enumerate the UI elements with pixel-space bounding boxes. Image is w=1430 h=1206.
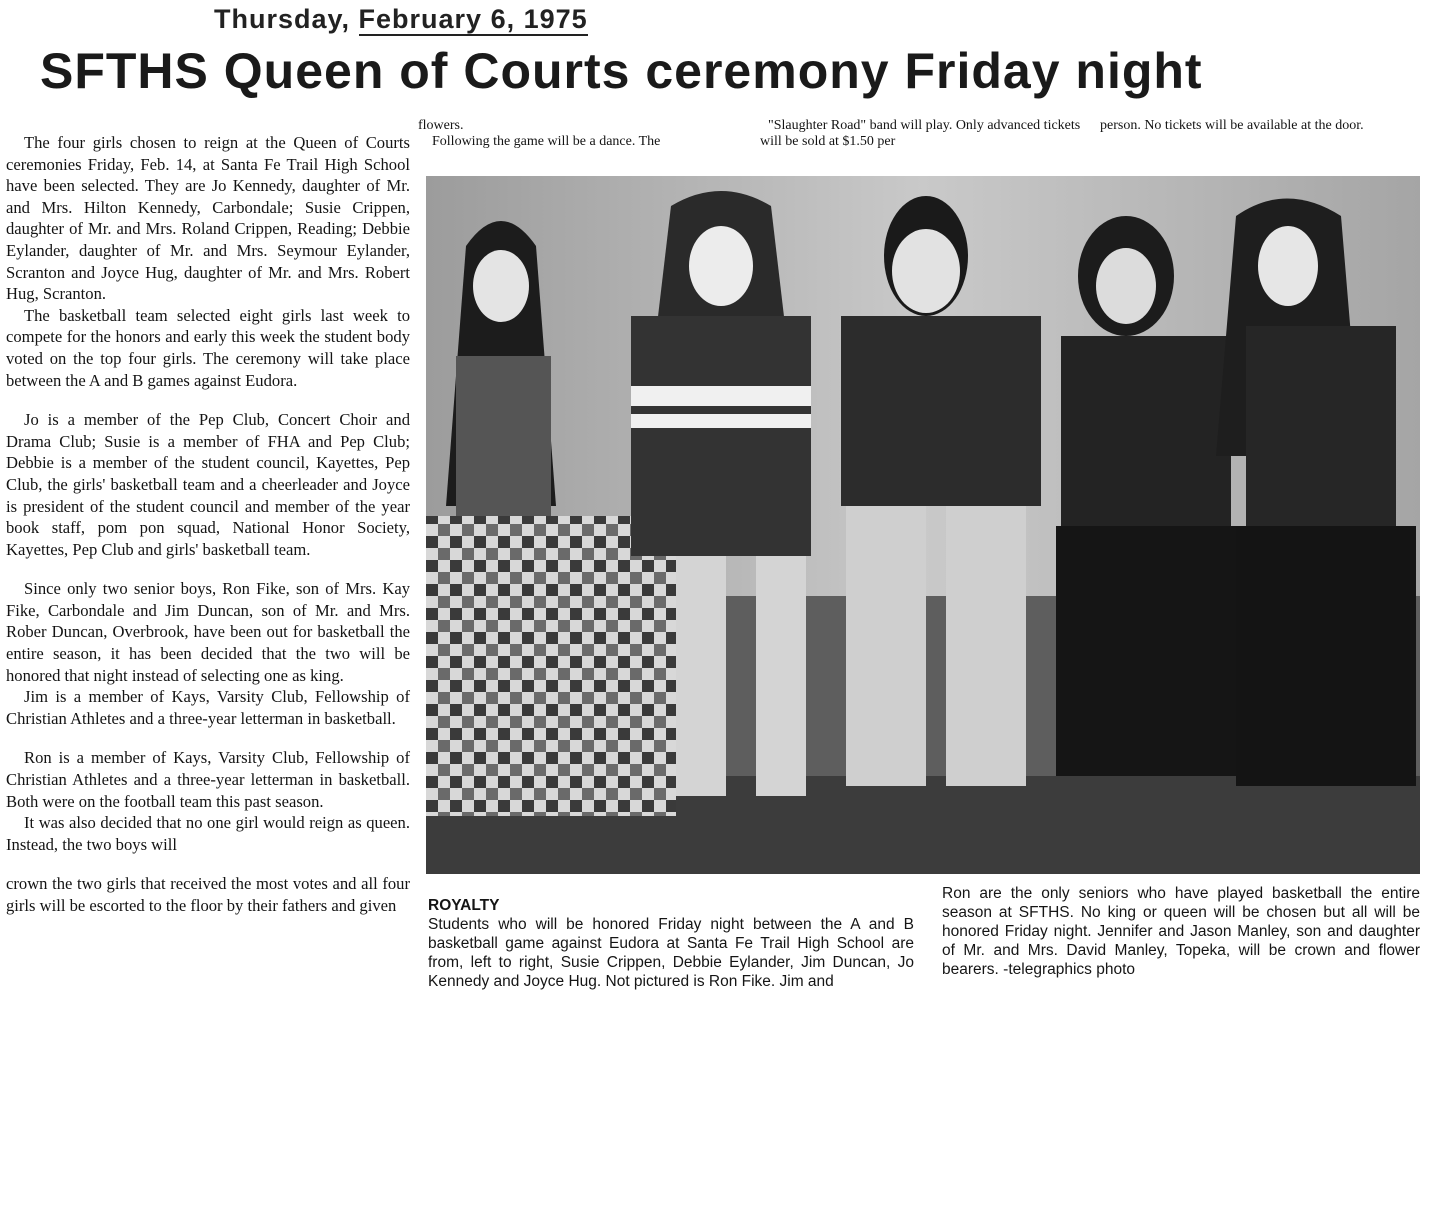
article-paragraph: Jim is a member of Kays, Varsity Club, Fellowship of Christian Athletes and a three-year letterman in basketball. xyxy=(6,687,410,728)
top-column-line: "Slaughter Road" band will play. Only advanced tickets will be sold at $1.50 per xyxy=(760,118,1081,149)
article-paragraph: Jo is a member of the Pep Club, Concert Choir and Drama Club; Susie is a member of FHA and Pep Club; Debbie is a member of the student council, Kayettes, Pep Club, the girls' basketball team and a cheerleader and Joyce is president of the student council and member of the year book staff, pom pon squad, National Honor Society, Kayettes, Pep Club and girls' basketball team. xyxy=(6,410,410,559)
dateline-date: February 6, 1975 xyxy=(358,4,588,34)
photo-caption-part-1 xyxy=(428,896,914,991)
headline: SFTHS Queen of Courts ceremony Friday night xyxy=(40,43,1203,99)
article-paragraph: It was also decided that no one girl would reign as queen. Instead, the two boys will xyxy=(6,813,410,854)
photo-caption-part-2 xyxy=(942,884,1420,979)
group-photo-illustration xyxy=(426,176,1420,874)
group-photo xyxy=(426,176,1420,874)
caption-title: ROYALTY xyxy=(428,897,500,914)
caption-text: Ron are the only seniors who have played basketball the entire season at SFTHS. No king or queen will be chosen but all will be honored Friday night. Jennifer and Jason Manley, son and daughter of Mr. and Mrs. David Manley, Topeka, will be crown and flower bearers. -telegraphics photo xyxy=(942,885,1420,978)
article-paragraph: The four girls chosen to reign at the Queen of Courts ceremonies Friday, Feb. 14, at Santa Fe Trail High School have been selected. They are Jo Kennedy, daughter of Mr. and Mrs. Hilton Kennedy, Carbondale; Susie Crippen, daughter of Mr. and Mrs. Roland Crippen, Reading; Debbie Eylander, daughter of Mr. and Mrs. Seymour Eylander, Scranton and Joyce Hug, daughter of Mr. and Mrs. Robert Hug, Scranton. xyxy=(6,133,410,304)
dateline-day: Thursday, xyxy=(214,4,359,34)
left-article-column xyxy=(6,132,410,917)
article-paragraph: crown the two girls that received the most votes and all four girls will be escorted to the floor by their fathers and given xyxy=(6,874,410,915)
top-column-1 xyxy=(418,118,748,150)
top-column-2 xyxy=(760,118,1090,150)
top-column-line: flowers. xyxy=(418,118,464,133)
dateline xyxy=(214,4,588,35)
top-column-line: Following the game will be a dance. The xyxy=(432,134,661,149)
article-paragraph: Since only two senior boys, Ron Fike, son of Mrs. Kay Fike, Carbondale and Jim Duncan, son of Mr. and Mrs. Rober Duncan, Overbrook, have been out for basketball the entire season, it has been decided that the two will be honored that night instead of selecting one as king. xyxy=(6,579,410,685)
top-column-line: person. No tickets will be available at the door. xyxy=(1100,118,1364,133)
caption-text: Students who will be honored Friday night between the A and B basketball game against Eudora at Santa Fe Trail High School are from, left to right, Susie Crippen, Debbie Eylander, Jim Duncan, Jo Kennedy and Joyce Hug. Not pictured is Ron Fike. Jim and xyxy=(428,916,914,990)
article-paragraph: Ron is a member of Kays, Varsity Club, Fellowship of Christian Athletes and a three-year letterman in basketball. Both were on the football team this past season. xyxy=(6,748,410,811)
article-paragraph: The basketball team selected eight girls last week to compete for the honors and early this week the student body voted on the top four girls. The ceremony will take place between the A and B games against Eudora. xyxy=(6,305,410,390)
top-column-3 xyxy=(1100,118,1420,134)
